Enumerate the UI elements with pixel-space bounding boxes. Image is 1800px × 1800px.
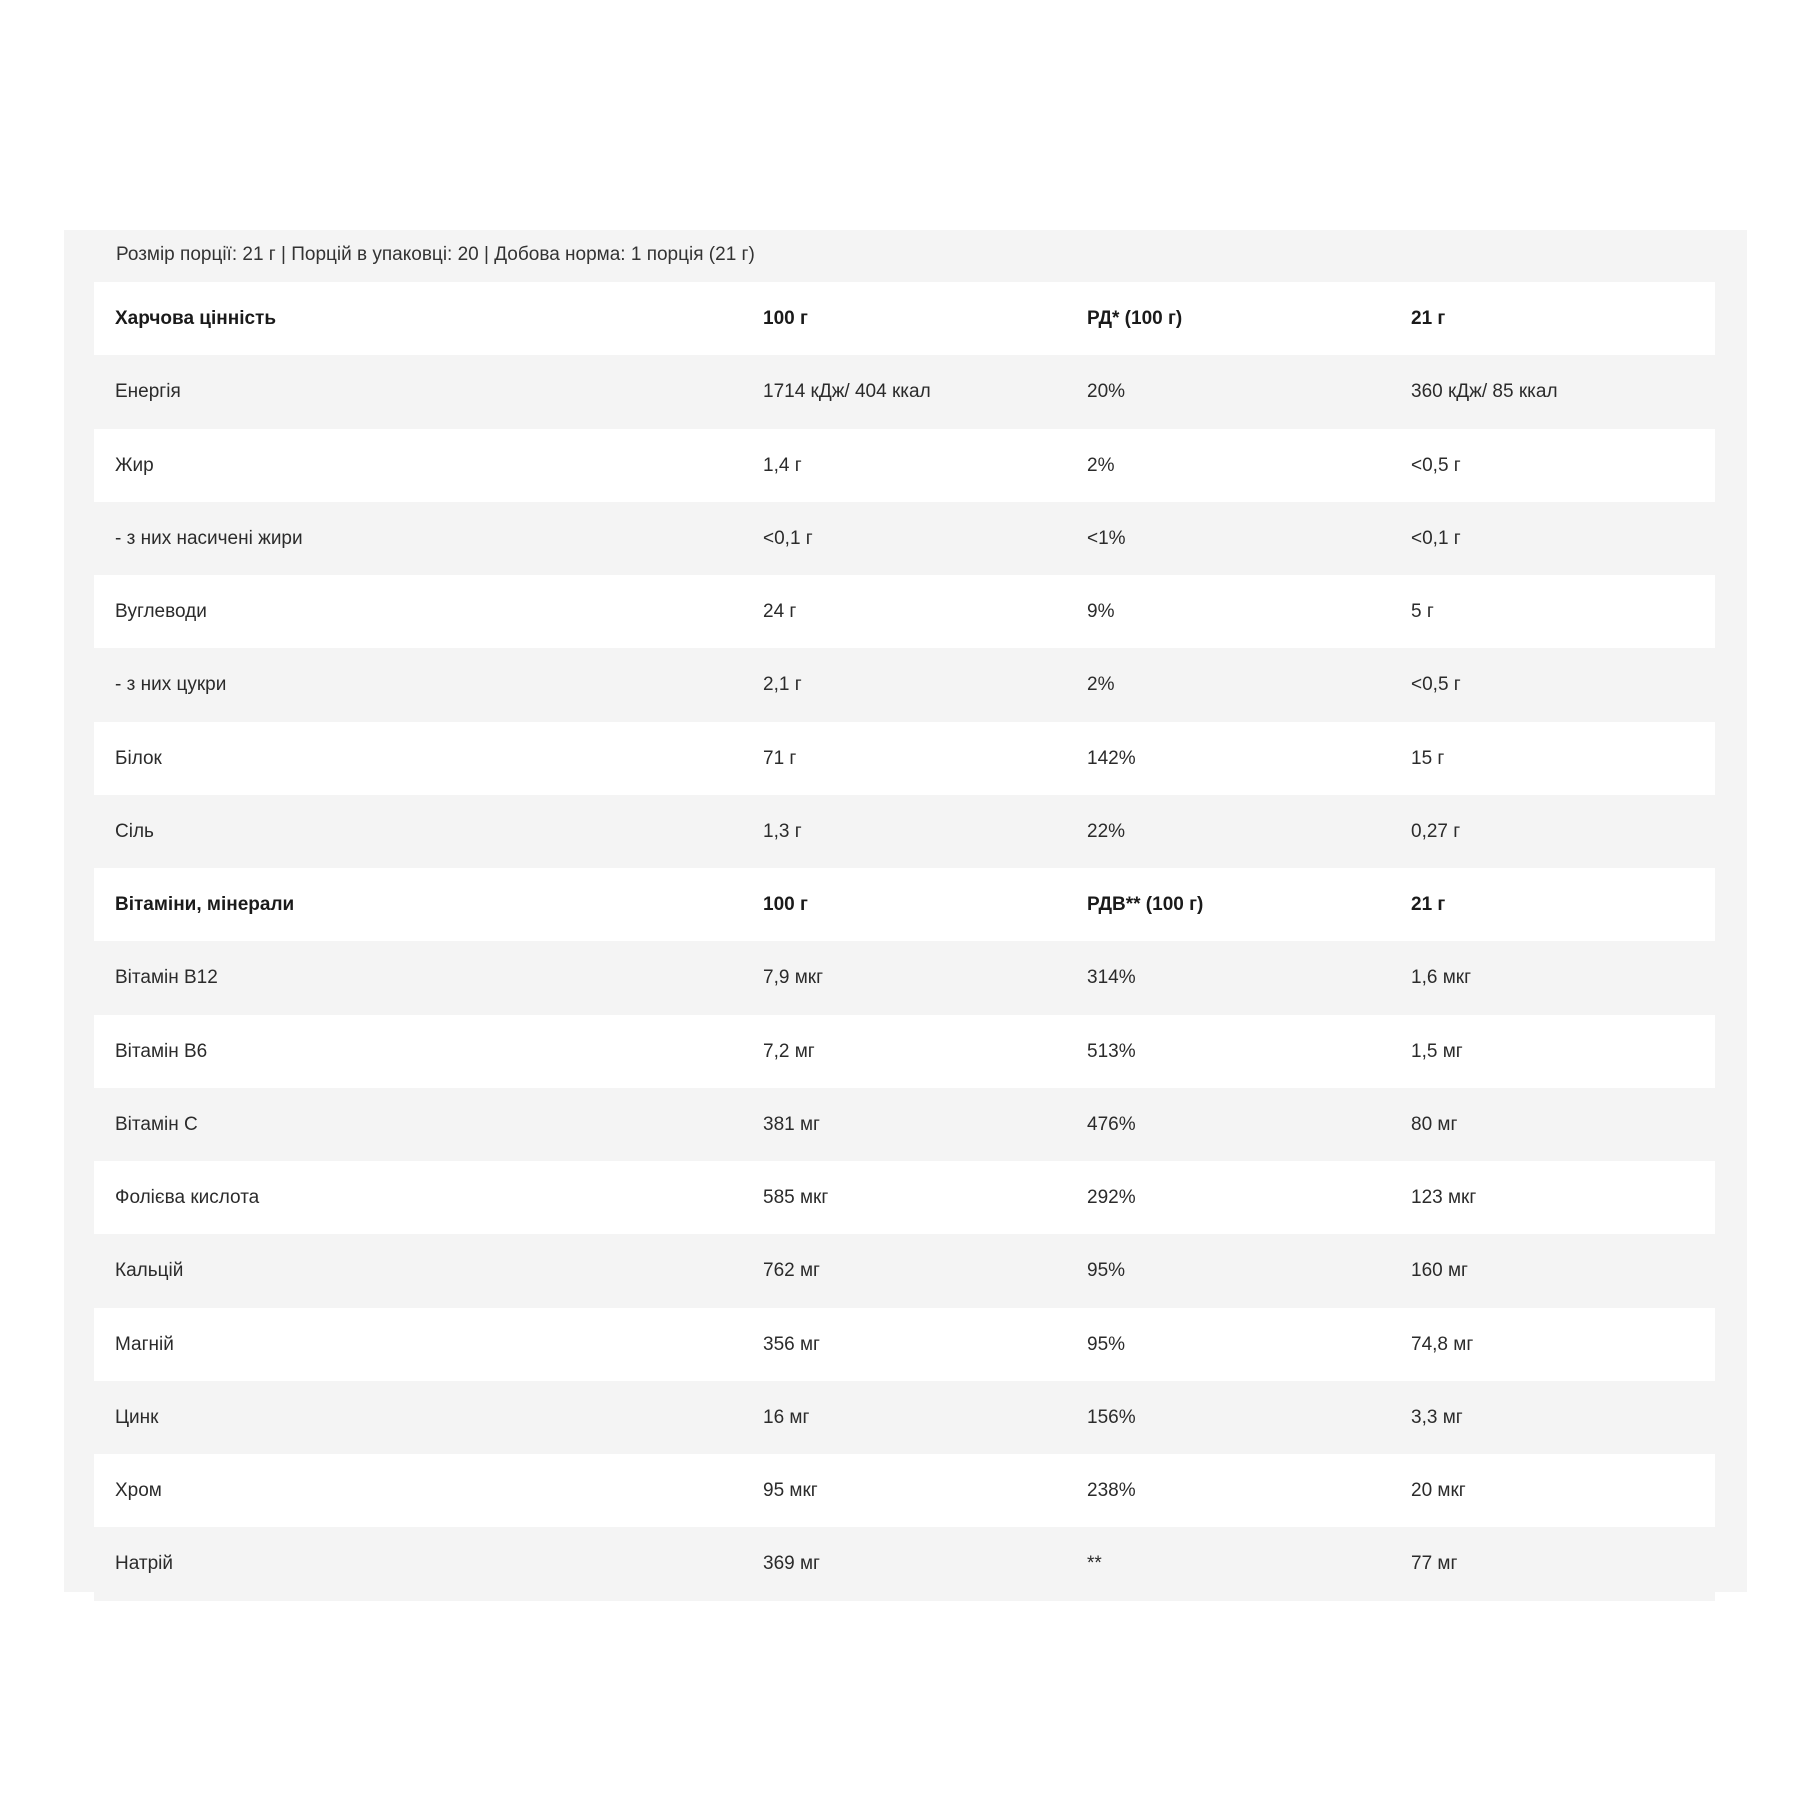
per-100g-value: 24 г (763, 601, 797, 622)
daily-value-percent: 292% (1087, 1187, 1136, 1208)
per-serving-value: 77 мг (1411, 1553, 1458, 1575)
table-row (94, 1088, 1715, 1161)
header-per-serving-value: 21 г (1411, 894, 1446, 915)
per-serving-value: 360 кДж/ 85 ккал (1411, 381, 1558, 403)
per-100g-value: 381 мг (763, 1113, 820, 1135)
daily-value-percent: 95% (1087, 1260, 1126, 1282)
nutrient-name: Жир (115, 454, 154, 476)
serving-info: Розмір порції: 21 г | Порцій в упаковці: 20 | Добова норма: 1 порція (21 г) (116, 244, 755, 265)
daily-value-percent: 142% (1087, 747, 1136, 769)
per-serving-value: 74,8 мг (1411, 1333, 1474, 1355)
per-100g-value: 1714 кДж/ 404 ккал (763, 381, 931, 403)
table-row (94, 575, 1715, 648)
nutrient-name: Фолієва кислота (115, 1187, 260, 1208)
nutrient-name: Вітамін В6 (115, 1040, 208, 1062)
nutrient-name: Вуглеводи (115, 601, 207, 622)
header-nutrient-name: Вітаміни, мінерали (115, 894, 295, 915)
nutrient-name: - з них цукри (115, 674, 227, 696)
nutrition-table (94, 282, 1715, 1601)
per-serving-value: <0,5 г (1411, 674, 1461, 696)
table-header-row (94, 282, 1715, 355)
nutrient-name: Вітамін В12 (115, 967, 218, 989)
table-row (94, 941, 1715, 1014)
table-row (94, 1015, 1715, 1088)
daily-value-percent: 95% (1087, 1333, 1126, 1355)
per-serving-value: 5 г (1411, 601, 1434, 622)
per-serving-value: 123 мкг (1411, 1187, 1477, 1208)
per-100g-value: 7,2 мг (763, 1040, 815, 1062)
daily-value-percent: ** (1087, 1553, 1102, 1575)
header-nutrient-name: Харчова цінність (115, 308, 277, 329)
per-100g-value: 585 мкг (763, 1187, 829, 1208)
per-100g-value: 71 г (763, 747, 797, 769)
nutrient-name: Білок (115, 747, 162, 769)
nutrient-name: Вітамін С (115, 1113, 198, 1135)
daily-value-percent: 2% (1087, 454, 1115, 476)
per-serving-value: 15 г (1411, 747, 1445, 769)
per-serving-value: 1,5 мг (1411, 1040, 1463, 1062)
table-header-row (94, 868, 1715, 941)
table-row (94, 1308, 1715, 1381)
nutrient-name: Натрій (115, 1553, 173, 1575)
table-row (94, 429, 1715, 502)
daily-value-percent: 476% (1087, 1113, 1136, 1135)
per-serving-value: 3,3 мг (1411, 1406, 1463, 1428)
per-100g-value: 1,4 г (763, 454, 802, 476)
table-row (94, 1381, 1715, 1454)
header-per-100g-value: 100 г (763, 308, 808, 329)
per-serving-value: 160 мг (1411, 1260, 1468, 1282)
per-100g-value: 1,3 г (763, 820, 802, 842)
per-100g-value: 762 мг (763, 1260, 820, 1282)
table-row (94, 1454, 1715, 1527)
per-serving-value: 20 мкг (1411, 1480, 1466, 1501)
nutrient-name: Кальцій (115, 1260, 184, 1282)
daily-value-percent: 314% (1087, 967, 1136, 989)
daily-value-percent: <1% (1087, 527, 1126, 549)
nutrient-name: Сіль (115, 820, 154, 842)
per-100g-value: 2,1 г (763, 674, 802, 696)
daily-value-percent: 22% (1087, 820, 1126, 842)
per-serving-value: 80 мг (1411, 1113, 1458, 1135)
per-100g-value: 356 мг (763, 1333, 820, 1355)
table-row (94, 648, 1715, 721)
per-100g-value: <0,1 г (763, 527, 813, 549)
daily-value-percent: 156% (1087, 1406, 1136, 1428)
daily-value-percent: 513% (1087, 1040, 1136, 1062)
table-row (94, 1161, 1715, 1234)
table-row (94, 722, 1715, 795)
header-per-100g-value: 100 г (763, 894, 808, 915)
daily-value-percent: 2% (1087, 674, 1115, 696)
header-per-serving-value: 21 г (1411, 308, 1446, 329)
daily-value-percent: 20% (1087, 381, 1126, 403)
per-100g-value: 369 мг (763, 1553, 820, 1575)
per-100g-value: 95 мкг (763, 1480, 818, 1501)
nutrient-name: Хром (115, 1480, 162, 1501)
header-daily-value-percent: РД* (100 г) (1087, 308, 1183, 329)
table-row (94, 1527, 1715, 1600)
per-serving-value: <0,1 г (1411, 527, 1461, 549)
daily-value-percent: 9% (1087, 601, 1115, 622)
header-daily-value-percent: РДВ** (100 г) (1087, 894, 1204, 915)
nutrient-name: Енергія (115, 381, 181, 403)
per-serving-value: 1,6 мкг (1411, 967, 1471, 989)
table-row (94, 355, 1715, 428)
per-100g-value: 7,9 мкг (763, 967, 823, 989)
nutrient-name: Магній (115, 1333, 174, 1355)
table-row (94, 1234, 1715, 1307)
table-row (94, 795, 1715, 868)
nutrition-facts-panel (64, 230, 1747, 1592)
daily-value-percent: 238% (1087, 1480, 1136, 1501)
nutrient-name: - з них насичені жири (115, 527, 303, 549)
table-row (94, 502, 1715, 575)
nutrient-name: Цинк (115, 1406, 159, 1428)
per-serving-value: 0,27 г (1411, 820, 1461, 842)
per-100g-value: 16 мг (763, 1406, 810, 1428)
per-serving-value: <0,5 г (1411, 454, 1461, 476)
